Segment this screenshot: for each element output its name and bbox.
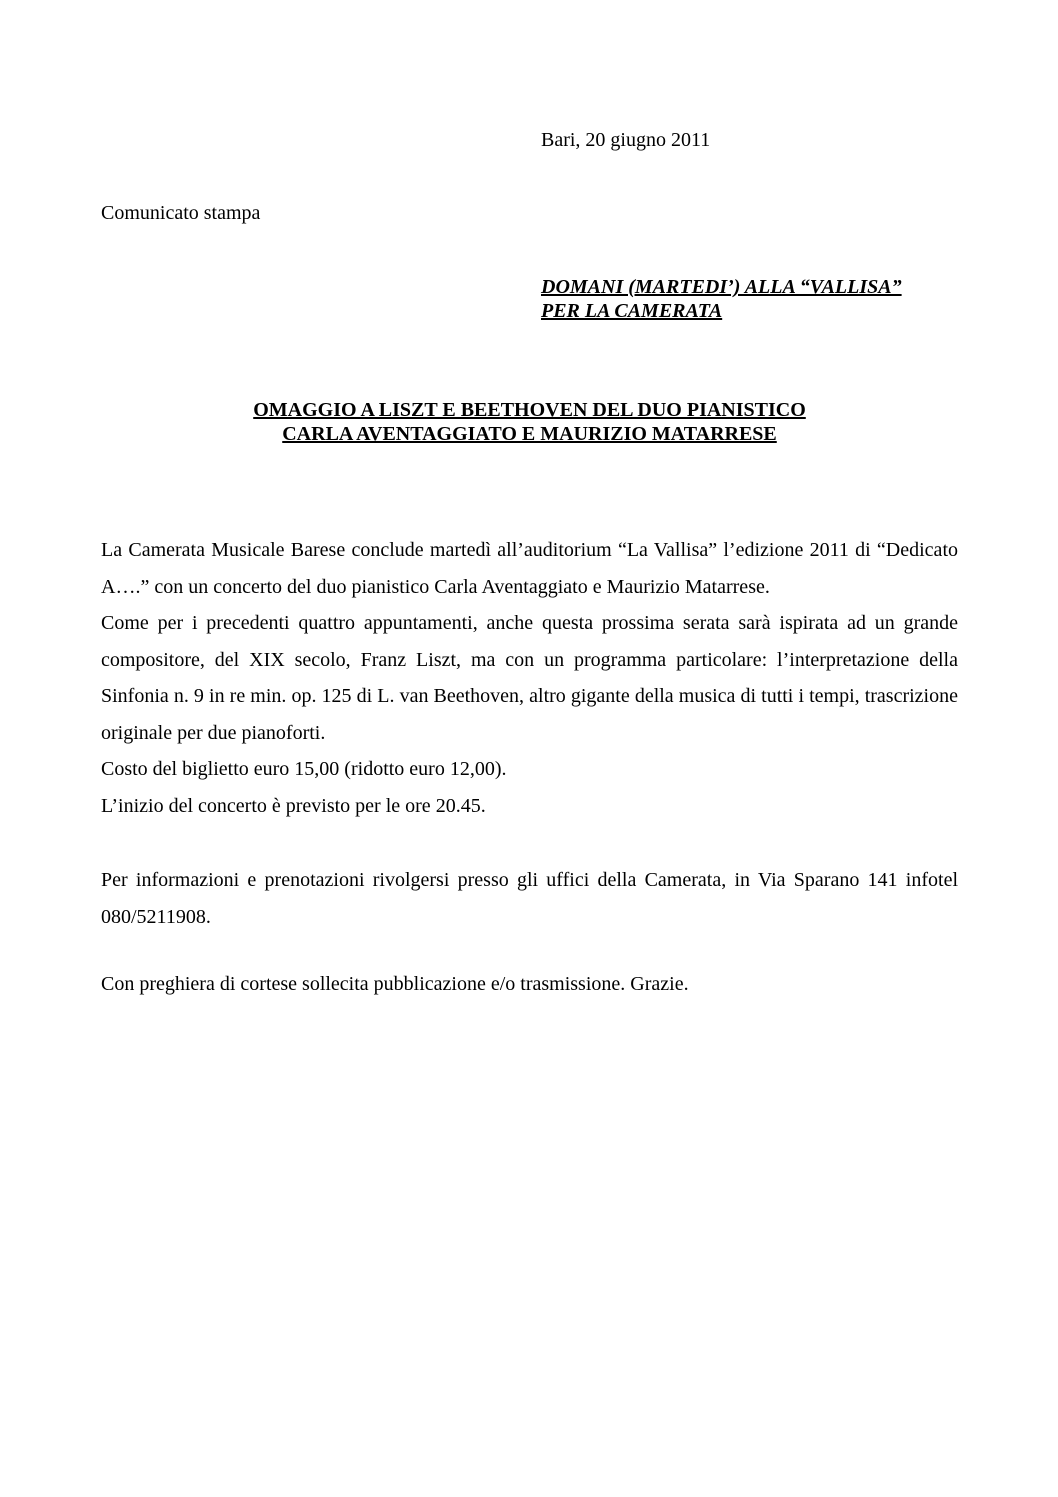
concert-start-time: L’inizio del concerto è previsto per le ore 20.45. [101, 794, 486, 817]
headline-line-1: OMAGGIO A LISZT E BEETHOVEN DEL DUO PIANISTICO [253, 399, 806, 421]
ticket-price: Costo del biglietto euro 15,00 (ridotto euro 12,00). [101, 758, 507, 780]
document-date: Bari, 20 giugno 2011 [541, 129, 711, 151]
body-paragraph-program: Come per i precedenti quattro appuntamenti, anche questa prossima serata sarà ispirata ad un grande compositore, del XIX secolo, Franz Liszt, ma con un programma particolare: l’interpretazione della Sinfonia n. 9 in re min. op. 125 di L. van Beethoven, altro gigante della musica di tutti i tempi, trascrizione originale per due pianoforti. [101, 612, 958, 744]
kicker-line-1: DOMANI (MARTEDI’) ALLA “VALLISA” [541, 276, 902, 298]
headline [101, 398, 958, 446]
body-text [101, 532, 958, 824]
document-type-label: Comunicato stampa [101, 202, 261, 224]
closing-line: Con preghiera di cortese sollecita pubblicazione e/o trasmissione. Grazie. [101, 973, 689, 995]
headline-line-2: CARLA AVENTAGGIATO E MAURIZIO MATARRESE [282, 423, 777, 445]
contact-info: Per informazioni e prenotazioni rivolgersi presso gli uffici della Camerata, in Via Sparano 141 infotel 080/5211908. [101, 869, 958, 928]
kicker-line-2: PER LA CAMERATA [541, 300, 723, 322]
kicker-heading [541, 275, 902, 323]
body-paragraph-intro: La Camerata Musicale Barese conclude martedì all’auditorium “La Vallisa” l’edizione 2011 di “Dedicato A….” con un concerto del duo pianistico Carla Aventaggiato e Maurizio Matarrese. [101, 539, 958, 598]
